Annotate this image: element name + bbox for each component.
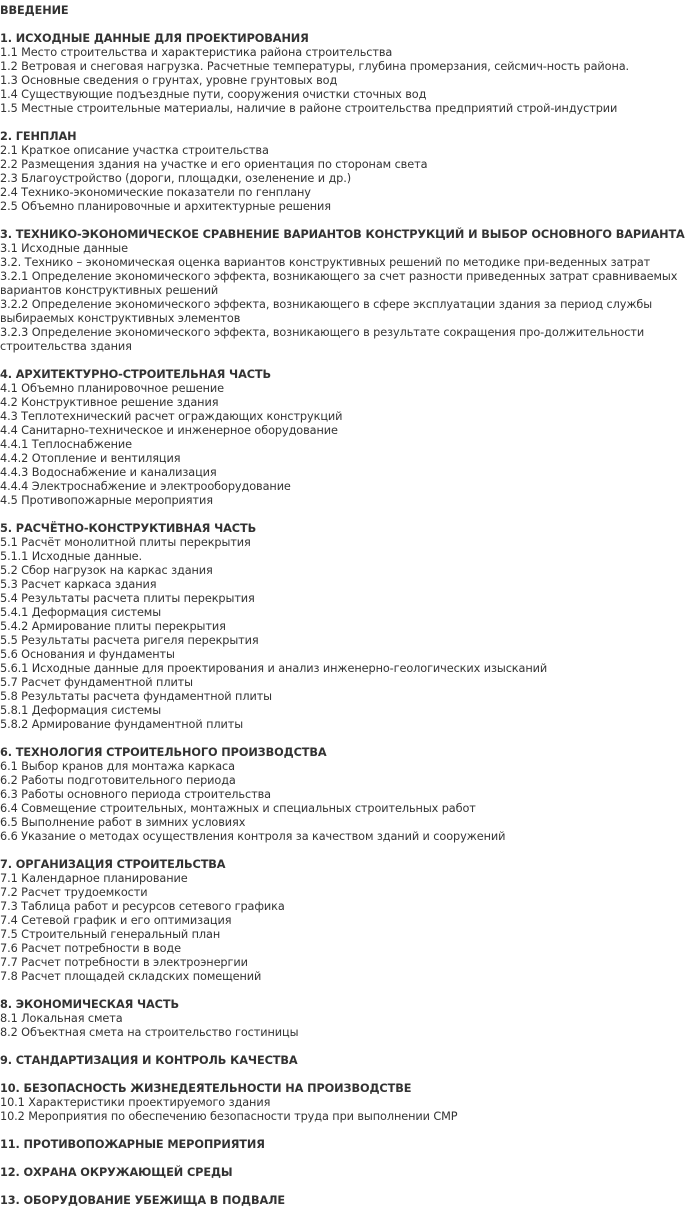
toc-item: 6.5 Выполнение работ в зимних условиях xyxy=(0,816,246,829)
toc-item: 3.2.3 Определение экономического эффекта, возникающего в результате сокращения про-должительности строительства здания xyxy=(0,326,645,353)
toc-item: 3.1 Исходные данные xyxy=(0,242,128,255)
section-title: 8. ЭКОНОМИЧЕСКАЯ ЧАСТЬ xyxy=(0,998,179,1011)
toc-item: 1.4 Существующие подъездные пути, сооружения очистки сточных вод xyxy=(0,88,427,101)
section-title: 1. ИСХОДНЫЕ ДАННЫЕ ДЛЯ ПРОЕКТИРОВАНИЯ xyxy=(0,32,309,45)
toc-item: 7.7 Расчет потребности в электроэнергии xyxy=(0,956,248,969)
toc-item: 5.4.1 Деформация системы xyxy=(0,606,162,619)
intro-heading: ВВЕДЕНИЕ xyxy=(0,4,69,17)
toc-section xyxy=(0,1082,700,1124)
toc-item: 5.6 Основания и фундаменты xyxy=(0,648,175,661)
toc-item: 6.6 Указание о методах осуществления контроля за качеством зданий и сооружений xyxy=(0,830,506,843)
toc-section xyxy=(0,746,700,844)
toc-section xyxy=(0,368,700,508)
toc-section xyxy=(0,522,700,732)
section-title: 7. ОРГАНИЗАЦИЯ СТРОИТЕЛЬСТВА xyxy=(0,858,226,871)
toc-item: 4.4 Санитарно-техническое и инженерное оборудование xyxy=(0,424,338,437)
toc-item: 7.3 Таблица работ и ресурсов сетевого графика xyxy=(0,900,285,913)
toc-item: 2.2 Размещения здания на участке и его ориентация по сторонам света xyxy=(0,158,428,171)
toc-item: 7.8 Расчет площадей складских помещений xyxy=(0,970,262,983)
section-title: 10. БЕЗОПАСНОСТЬ ЖИЗНЕДЕЯТЕЛЬНОСТИ НА ПРОИЗВОДСТВЕ xyxy=(0,1082,412,1095)
section-title: 13. ОБОРУДОВАНИЕ УБЕЖИЩА В ПОДВАЛЕ xyxy=(0,1194,286,1207)
toc-item: 6.1 Выбор кранов для монтажа каркаса xyxy=(0,760,235,773)
toc-item: 5.8 Результаты расчета фундаментной плиты xyxy=(0,690,272,703)
toc-item: 5.2 Сбор нагрузок на каркас здания xyxy=(0,564,213,577)
toc-item: 5.1 Расчёт монолитной плиты перекрытия xyxy=(0,536,251,549)
toc-item: 5.5 Результаты расчета ригеля перекрытия xyxy=(0,634,259,647)
toc-item: 6.4 Совмещение строительных, монтажных и специальных строительных работ xyxy=(0,802,476,815)
toc-item: 10.2 Мероприятия по обеспечению безопасности труда при выполнении СМР xyxy=(0,1110,458,1123)
toc-item: 1.1 Место строительства и характеристика района строительства xyxy=(0,46,393,59)
toc-item: 2.1 Краткое описание участка строительства xyxy=(0,144,269,157)
toc-item: 4.5 Противопожарные мероприятия xyxy=(0,494,213,507)
toc-item: 7.1 Календарное планирование xyxy=(0,872,188,885)
toc-item: 7.2 Расчет трудоемкости xyxy=(0,886,148,899)
section-title: 5. РАСЧЁТНО-КОНСТРУКТИВНАЯ ЧАСТЬ xyxy=(0,522,257,535)
toc-section xyxy=(0,228,700,354)
toc-item: 2.5 Объемно планировочные и архитектурные решения xyxy=(0,200,331,213)
toc-item: 1.3 Основные сведения о грунтах, уровне грунтовых вод xyxy=(0,74,338,87)
section-title: 2. ГЕНПЛАН xyxy=(0,130,77,143)
toc-section xyxy=(0,998,700,1040)
toc-section xyxy=(0,858,700,984)
toc-item: 4.4.3 Водоснабжение и канализация xyxy=(0,466,217,479)
toc-item: 5.1.1 Исходные данные. xyxy=(0,550,143,563)
toc-item: 7.4 Сетевой график и его оптимизация xyxy=(0,914,232,927)
toc-section xyxy=(0,1166,700,1180)
toc-item: 1.2 Ветровая и снеговая нагрузка. Расчетные температуры, глубина промерзания, сейсмич-ность района. xyxy=(0,60,630,73)
toc-item: 5.6.1 Исходные данные для проектирования и анализ инженерно-геологических изысканий xyxy=(0,662,548,675)
toc-item: 4.4.1 Теплоснабжение xyxy=(0,438,132,451)
toc-item: 4.4.2 Отопление и вентиляция xyxy=(0,452,181,465)
toc-item: 8.1 Локальная смета xyxy=(0,1012,123,1025)
toc-section xyxy=(0,1054,700,1068)
toc-section xyxy=(0,1194,700,1208)
toc-item: 10.1 Характеристики проектируемого здания xyxy=(0,1096,271,1109)
toc-item: 3.2.2 Определение экономического эффекта, возникающего в сфере эксплуатации здания за период службы выбираемых конструктивных элементов xyxy=(0,298,653,325)
toc-item: 4.2 Конструктивное решение здания xyxy=(0,396,219,409)
toc-section xyxy=(0,1138,700,1152)
section-title: 4. АРХИТЕКТУРНО-СТРОИТЕЛЬНАЯ ЧАСТЬ xyxy=(0,368,272,381)
toc-item: 2.3 Благоустройство (дороги, площадки, озеленение и др.) xyxy=(0,172,352,185)
toc-item: 7.5 Строительный генеральный план xyxy=(0,928,221,941)
sections-list xyxy=(0,32,700,1208)
toc-section xyxy=(0,32,700,116)
toc-item: 4.1 Объемно планировочное решение xyxy=(0,382,224,395)
toc-item: 3.2.1 Определение экономического эффекта, возникающего за счет разности приведенных затрат сравниваемых вариантов конструктивных решений xyxy=(0,270,678,297)
section-title: 9. СТАНДАРТИЗАЦИЯ И КОНТРОЛЬ КАЧЕСТВА xyxy=(0,1054,298,1067)
toc-item: 1.5 Местные строительные материалы, наличие в районе строительства предприятий строй-индустрии xyxy=(0,102,618,115)
toc-item: 5.7 Расчет фундаментной плиты xyxy=(0,676,193,689)
toc-item: 2.4 Технико-экономические показатели по генплану xyxy=(0,186,311,199)
toc-item: 4.3 Теплотехнический расчет ограждающих конструкций xyxy=(0,410,343,423)
toc-section xyxy=(0,130,700,214)
section-title: 11. ПРОТИВОПОЖАРНЫЕ МЕРОПРИЯТИЯ xyxy=(0,1138,265,1151)
toc-item: 8.2 Объектная смета на строительство гостиницы xyxy=(0,1026,299,1039)
section-title: 12. ОХРАНА ОКРУЖАЮЩЕЙ СРЕДЫ xyxy=(0,1166,233,1179)
section-title: 3. ТЕХНИКО-ЭКОНОМИЧЕСКОЕ СРАВНЕНИЕ ВАРИАНТОВ КОНСТРУКЦИЙ И ВЫБОР ОСНОВНОГО ВАРИАНТА xyxy=(0,228,685,241)
toc-item: 5.4.2 Армирование плиты перекрытия xyxy=(0,620,226,633)
toc-item: 5.4 Результаты расчета плиты перекрытия xyxy=(0,592,255,605)
toc-item: 5.8.2 Армирование фундаментной плиты xyxy=(0,718,244,731)
toc-item: 5.3 Расчет каркаса здания xyxy=(0,578,157,591)
toc-item: 6.2 Работы подготовительного периода xyxy=(0,774,236,787)
toc-item: 3.2. Технико – экономическая оценка вариантов конструктивных решений по методике при-веденных затрат xyxy=(0,256,651,269)
toc-item: 7.6 Расчет потребности в воде xyxy=(0,942,181,955)
section-title: 6. ТЕХНОЛОГИЯ СТРОИТЕЛЬНОГО ПРОИЗВОДСТВА xyxy=(0,746,327,759)
toc-item: 5.8.1 Деформация системы xyxy=(0,704,162,717)
toc-item: 4.4.4 Электроснабжение и электрооборудование xyxy=(0,480,291,493)
toc-item: 6.3 Работы основного периода строительства xyxy=(0,788,271,801)
